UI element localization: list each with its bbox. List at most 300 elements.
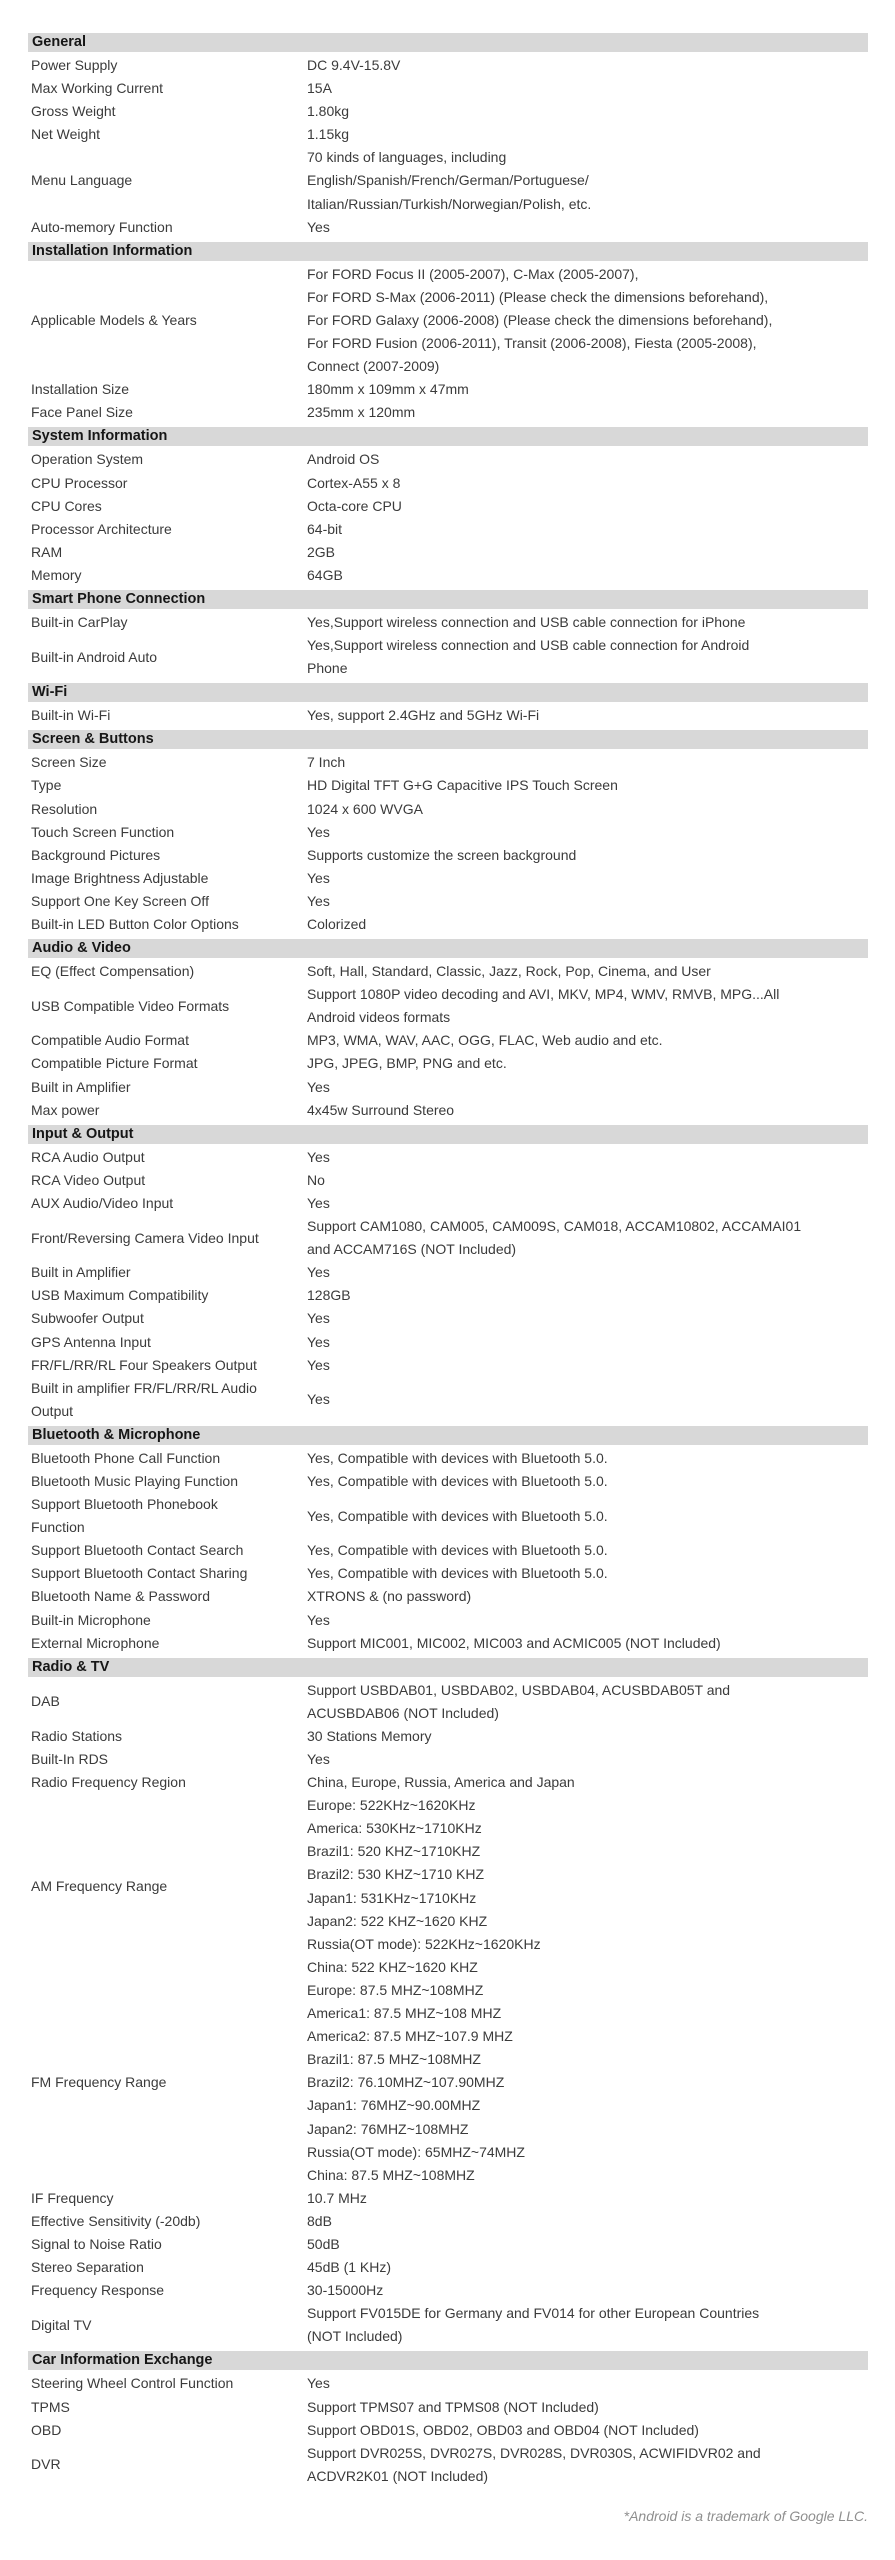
spec-label (28, 867, 307, 890)
spec-value (307, 518, 868, 541)
spec-label (28, 1331, 307, 1354)
spec-value (307, 1099, 868, 1122)
spec-row (28, 611, 868, 634)
spec-value-line: 7 Inch (307, 754, 346, 771)
spec-value-line: Yes (307, 1611, 330, 1628)
spec-value-line: Android videos formats (307, 1009, 451, 1026)
spec-label-line: Auto-memory Function (31, 218, 173, 235)
spec-label-line: Image Brightness Adjustable (31, 869, 209, 886)
spec-value-line: ACDVR2K01 (NOT Included) (307, 2467, 489, 2484)
spec-label (28, 401, 307, 424)
spec-label-line: EQ (Effect Compensation) (31, 963, 195, 980)
spec-row (28, 1307, 868, 1330)
spec-label-line: Built-in Android Auto (31, 648, 158, 665)
spec-value (307, 1146, 868, 1169)
spec-row (28, 1146, 868, 1169)
spec-label (28, 2372, 307, 2395)
spec-label (28, 378, 307, 401)
spec-label (28, 1748, 307, 1771)
spec-row (28, 1493, 868, 1539)
spec-value-line: JPG, JPEG, BMP, PNG and etc. (307, 1055, 507, 1072)
spec-value-line: 30 Stations Memory (307, 1727, 432, 1744)
spec-row (28, 1562, 868, 1585)
spec-value-line: Brazil1: 87.5 MHZ~108MHZ (307, 2051, 481, 2068)
android-trademark-note: *Android is a trademark of Google LLC. (623, 2508, 868, 2524)
spec-label (28, 1261, 307, 1284)
spec-value (307, 2419, 868, 2442)
spec-label-line: RCA Audio Output (31, 1148, 145, 1165)
spec-value-line: Support DVR025S, DVR027S, DVR028S, DVR030S, ACWIFIDVR02 and (307, 2444, 761, 2461)
spec-row (28, 1215, 868, 1261)
spec-section (28, 683, 868, 727)
spec-label-line: Support One Key Screen Off (31, 892, 209, 909)
spec-label-line: IF Frequency (31, 2189, 114, 2206)
spec-row (28, 844, 868, 867)
spec-section (28, 939, 868, 1122)
spec-row (28, 821, 868, 844)
spec-value-line: Support OBD01S, OBD02, OBD03 and OBD04 (NOT Included) (307, 2421, 699, 2438)
spec-value-line: Yes (307, 1391, 330, 1408)
spec-row (28, 2396, 868, 2419)
spec-label (28, 1562, 307, 1585)
spec-row (28, 1539, 868, 1562)
spec-row (28, 704, 868, 727)
spec-value (307, 1076, 868, 1099)
spec-value-line: For FORD S-Max (2006-2011) (Please check the dimensions beforehand), (307, 288, 769, 305)
spec-value (307, 798, 868, 821)
spec-label (28, 2279, 307, 2302)
spec-label-line: Type (31, 777, 62, 794)
spec-row (28, 2372, 868, 2395)
spec-row (28, 1052, 868, 1075)
spec-value-line: Connect (2007-2009) (307, 358, 440, 375)
spec-row (28, 751, 868, 774)
spec-value (307, 54, 868, 77)
spec-label-line: Built in amplifier FR/FL/RR/RL Audio (31, 1379, 257, 1396)
spec-row (28, 2187, 868, 2210)
spec-label (28, 564, 307, 587)
spec-label-line: Built-In RDS (31, 1751, 109, 1767)
spec-label (28, 1875, 307, 1898)
spec-label-line: GPS Antenna Input (31, 1333, 151, 1350)
spec-row (28, 2302, 868, 2348)
spec-value (307, 2372, 868, 2395)
spec-label-line: Bluetooth Music Playing Function (31, 1472, 238, 1489)
spec-row (28, 1585, 868, 1608)
spec-label (28, 2453, 307, 2476)
spec-value (307, 1029, 868, 1052)
spec-value (307, 448, 868, 471)
spec-row (28, 1794, 868, 1979)
section-header: Radio & TV (28, 1658, 868, 1677)
spec-label (28, 1585, 307, 1608)
spec-row (28, 1609, 868, 1632)
spec-row (28, 1284, 868, 1307)
spec-value (307, 1169, 868, 1192)
spec-value-line: HD Digital TFT G+G Capacitive IPS Touch Screen (307, 777, 618, 794)
spec-row (28, 2256, 868, 2279)
spec-row (28, 146, 868, 215)
spec-value (307, 378, 868, 401)
spec-value (307, 1307, 868, 1330)
spec-label (28, 1447, 307, 1470)
spec-row (28, 1470, 868, 1493)
spec-value-line: 30-15000Hz (307, 2282, 384, 2299)
spec-value-line: Support CAM1080, CAM005, CAM009S, CAM018, ACCAM10802, ACCAMAI01 (307, 1218, 802, 1235)
spec-value (307, 2279, 868, 2302)
spec-value-line: Yes,Support wireless connection and USB cable connection for iPhone (307, 613, 746, 630)
spec-label (28, 216, 307, 239)
spec-label (28, 1052, 307, 1075)
spec-value-line: Support USBDAB01, USBDAB02, USBDAB04, ACUSBDAB05T and (307, 1681, 731, 1698)
spec-value (307, 495, 868, 518)
spec-row (28, 263, 868, 378)
spec-value (307, 401, 868, 424)
spec-value-line: Android OS (307, 451, 380, 468)
spec-row (28, 378, 868, 401)
spec-value (307, 1284, 868, 1307)
spec-label (28, 1539, 307, 1562)
spec-value-line: Brazil1: 520 KHZ~1710KHZ (307, 1843, 481, 1860)
spec-label-line: Signal to Noise Ratio (31, 2235, 162, 2252)
spec-value (307, 541, 868, 564)
spec-value-line: Octa-core CPU (307, 497, 402, 514)
spec-value-line: Japan2: 522 KHZ~1620 KHZ (307, 1912, 488, 1929)
spec-value (307, 751, 868, 774)
spec-label (28, 1146, 307, 1169)
spec-label-line: Built-in Microphone (31, 1611, 151, 1628)
spec-value-line: 10.7 MHz (307, 2189, 367, 2206)
spec-label (28, 913, 307, 936)
section-header: Wi-Fi (28, 683, 868, 702)
spec-value-line: Soft, Hall, Standard, Classic, Jazz, Rock, Pop, Cinema, and User (307, 963, 711, 980)
spec-value-line: 4x45w Surround Stereo (307, 1101, 455, 1118)
spec-label-line: Screen Size (31, 754, 107, 771)
spec-value (307, 774, 868, 797)
spec-value (307, 1609, 868, 1632)
spec-label (28, 1493, 307, 1539)
spec-label-line: AUX Audio/Video Input (31, 1194, 174, 1211)
spec-section (28, 1125, 868, 1423)
spec-value (307, 1331, 868, 1354)
spec-label (28, 2396, 307, 2419)
spec-value (307, 2187, 868, 2210)
spec-value-line: 235mm x 120mm (307, 404, 416, 421)
spec-value-line: Phone (307, 660, 348, 677)
spec-value (307, 146, 868, 215)
spec-row (28, 1679, 868, 1725)
spec-value-line: America1: 87.5 MHZ~108 MHZ (307, 2005, 502, 2022)
spec-value (307, 2256, 868, 2279)
spec-value-line: 180mm x 109mm x 47mm (307, 381, 469, 398)
spec-value-line: Yes (307, 1310, 330, 1327)
spec-value (307, 564, 868, 587)
spec-label (28, 1076, 307, 1099)
spec-row (28, 1076, 868, 1099)
spec-label-line: Touch Screen Function (31, 823, 175, 840)
spec-value (307, 1562, 868, 1585)
spec-value (307, 1979, 868, 2187)
spec-label-line: Compatible Picture Format (31, 1055, 198, 1072)
spec-row (28, 2279, 868, 2302)
spec-value-line: Yes, support 2.4GHz and 5GHz Wi-Fi (307, 707, 540, 724)
spec-value-line: Japan2: 76MHZ~108MHZ (307, 2120, 469, 2137)
spec-value-line: Yes, Compatible with devices with Bluetooth 5.0. (307, 1507, 608, 1524)
spec-value (307, 216, 868, 239)
spec-row (28, 541, 868, 564)
spec-value-line: Russia(OT mode): 65MHZ~74MHZ (307, 2143, 525, 2160)
spec-value-line: For FORD Focus II (2005-2007), C-Max (2005-2007), (307, 265, 639, 282)
spec-section (28, 33, 868, 239)
spec-row (28, 2419, 868, 2442)
spec-label-line: Installation Size (31, 381, 130, 398)
spec-label-line: Operation System (31, 451, 144, 468)
spec-label-line: FM Frequency Range (31, 2074, 167, 2091)
spec-value (307, 2442, 868, 2488)
spec-label-line: Resolution (31, 800, 98, 817)
spec-label (28, 821, 307, 844)
spec-label-line: CPU Cores (31, 497, 102, 514)
section-header: Audio & Video (28, 939, 868, 958)
spec-value-line: Brazil2: 530 KHZ~1710 KHZ (307, 1866, 485, 1883)
spec-value-line: China, Europe, Russia, America and Japan (307, 1774, 575, 1791)
spec-label-line: Support Bluetooth Contact Sharing (31, 1565, 248, 1582)
spec-label-line: Built-in LED Button Color Options (31, 916, 239, 932)
spec-value-line: 45dB (1 KHz) (307, 2259, 392, 2276)
spec-label-line: Effective Sensitivity (-20db) (31, 2212, 201, 2229)
spec-label-line: Support Bluetooth Phonebook (31, 1496, 218, 1513)
spec-value (307, 704, 868, 727)
spec-row (28, 1029, 868, 1052)
spec-value (307, 2210, 868, 2233)
spec-value (307, 1725, 868, 1748)
spec-row (28, 123, 868, 146)
spec-value (307, 1771, 868, 1794)
spec-value (307, 1052, 868, 1075)
spec-value (307, 1388, 868, 1411)
spec-row (28, 634, 868, 680)
spec-value (307, 263, 868, 378)
spec-label (28, 495, 307, 518)
spec-row (28, 1169, 868, 1192)
spec-row (28, 100, 868, 123)
spec-label-line: DVR (31, 2456, 61, 2473)
spec-label (28, 2314, 307, 2337)
spec-value-line: 70 kinds of languages, including (307, 149, 507, 166)
spec-row (28, 983, 868, 1029)
spec-label-line: Stereo Separation (31, 2259, 144, 2276)
spec-label-line: Output (31, 1402, 74, 1419)
spec-value-line: Italian/Russian/Turkish/Norwegian/Polish, etc. (307, 195, 592, 212)
spec-value-line: MP3, WMA, WAV, AAC, OGG, FLAC, Web audio and etc. (307, 1032, 663, 1049)
spec-value (307, 960, 868, 983)
spec-label (28, 309, 307, 332)
spec-value-line: Russia(OT mode): 522KHz~1620KHz (307, 1935, 541, 1952)
spec-value-line: Colorized (307, 916, 367, 932)
spec-value (307, 821, 868, 844)
section-header: General (28, 33, 868, 52)
spec-label-line: Radio Frequency Region (31, 1774, 186, 1791)
spec-value-line: Japan1: 76MHZ~90.00MHZ (307, 2097, 481, 2114)
spec-label-line: Memory (31, 566, 82, 583)
spec-label (28, 1725, 307, 1748)
spec-value (307, 1447, 868, 1470)
spec-label-line: Compatible Audio Format (31, 1032, 189, 1049)
spec-row (28, 1354, 868, 1377)
spec-value-line: Support FV015DE for Germany and FV014 for other European Countries (307, 2305, 760, 2322)
spec-value-line: Yes,Support wireless connection and USB cable connection for Android (307, 637, 750, 654)
spec-row (28, 890, 868, 913)
spec-label (28, 472, 307, 495)
spec-section (28, 427, 868, 587)
spec-row (28, 1632, 868, 1655)
spec-label-line: Digital TV (31, 2316, 92, 2333)
spec-value-line: Brazil2: 76.10MHZ~107.90MHZ (307, 2074, 505, 2091)
spec-value-line: Europe: 522KHz~1620KHz (307, 1797, 476, 1814)
spec-value-line: Yes (307, 869, 330, 886)
section-header: System Information (28, 427, 868, 446)
spec-value-line: Support MIC001, MIC002, MIC003 and ACMIC005 (NOT Included) (307, 1634, 721, 1651)
spec-value (307, 100, 868, 123)
spec-value-line: Yes (307, 1333, 330, 1350)
spec-value-line: XTRONS & (no password) (307, 1588, 472, 1605)
section-header: Bluetooth & Microphone (28, 1426, 868, 1445)
spec-label (28, 798, 307, 821)
spec-label (28, 1609, 307, 1632)
spec-row (28, 401, 868, 424)
spec-label (28, 1470, 307, 1493)
spec-row (28, 2442, 868, 2488)
spec-row (28, 1099, 868, 1122)
spec-table (28, 33, 868, 2488)
spec-value (307, 890, 868, 913)
spec-value-line: Yes, Compatible with devices with Bluetooth 5.0. (307, 1472, 608, 1489)
spec-value (307, 634, 868, 680)
spec-label (28, 2256, 307, 2279)
spec-label (28, 77, 307, 100)
spec-label-line: RCA Video Output (31, 1171, 146, 1188)
spec-value (307, 1354, 868, 1377)
spec-label-line: Power Supply (31, 57, 118, 73)
spec-value-line: For FORD Galaxy (2006-2008) (Please check the dimensions beforehand), (307, 311, 773, 328)
spec-label (28, 2187, 307, 2210)
spec-label-line: Bluetooth Phone Call Function (31, 1449, 221, 1466)
spec-section (28, 1658, 868, 2349)
spec-label (28, 1029, 307, 1052)
spec-label-line: TPMS (31, 2398, 70, 2415)
spec-value-line: 8dB (307, 2212, 332, 2229)
spec-value-line: America: 530KHz~1710KHz (307, 1820, 482, 1837)
spec-row (28, 1447, 868, 1470)
spec-label-line: RAM (31, 543, 63, 560)
spec-row (28, 1192, 868, 1215)
spec-value (307, 1505, 868, 1528)
spec-row (28, 867, 868, 890)
spec-row (28, 1725, 868, 1748)
section-header: Installation Information (28, 242, 868, 261)
spec-value-line: and ACCAM716S (NOT Included) (307, 1241, 517, 1258)
spec-value-line: English/Spanish/French/German/Portuguese/ (307, 172, 589, 189)
spec-row (28, 564, 868, 587)
spec-section (28, 590, 868, 680)
spec-value-line: 64GB (307, 566, 343, 583)
spec-value-line: Cortex-A55 x 8 (307, 474, 401, 491)
spec-value (307, 1192, 868, 1215)
spec-label-line: Background Pictures (31, 846, 161, 863)
spec-row (28, 1748, 868, 1771)
spec-label (28, 1632, 307, 1655)
spec-value-line: (NOT Included) (307, 2328, 403, 2345)
spec-label-line: DAB (31, 1693, 60, 1710)
spec-row (28, 518, 868, 541)
spec-value-line: Japan1: 531KHz~1710KHz (307, 1889, 477, 1906)
spec-value-line: 1024 x 600 WVGA (307, 800, 423, 817)
spec-label (28, 448, 307, 471)
spec-label (28, 2071, 307, 2094)
spec-value (307, 2302, 868, 2348)
spec-label-line: OBD (31, 2421, 62, 2438)
spec-label (28, 890, 307, 913)
spec-section (28, 730, 868, 936)
spec-label (28, 1307, 307, 1330)
spec-value (307, 123, 868, 146)
spec-value-line: ACUSBDAB06 (NOT Included) (307, 1704, 499, 1721)
spec-value (307, 867, 868, 890)
spec-row (28, 913, 868, 936)
spec-label (28, 2210, 307, 2233)
spec-label-line: AM Frequency Range (31, 1878, 168, 1895)
spec-value-line: 1.80kg (307, 103, 350, 120)
spec-label-line: Front/Reversing Camera Video Input (31, 1229, 259, 1246)
spec-value-line: China: 522 KHZ~1620 KHZ (307, 1958, 478, 1975)
spec-value (307, 611, 868, 634)
spec-label (28, 1227, 307, 1250)
spec-value (307, 913, 868, 936)
spec-label (28, 1192, 307, 1215)
spec-label-line: Steering Wheel Control Function (31, 2375, 234, 2392)
spec-label-line: Built-in CarPlay (31, 613, 128, 630)
spec-value-line: No (307, 1171, 325, 1188)
spec-row (28, 1261, 868, 1284)
spec-label-line: USB Maximum Compatibility (31, 1287, 209, 1304)
spec-value-line: Yes (307, 2375, 330, 2392)
spec-value (307, 983, 868, 1029)
section-header: Screen & Buttons (28, 730, 868, 749)
spec-label (28, 646, 307, 669)
spec-value-line: 2GB (307, 543, 336, 560)
spec-row (28, 54, 868, 77)
spec-label (28, 1690, 307, 1713)
spec-value-line: DC 9.4V-15.8V (307, 57, 401, 73)
spec-value-line: Yes, Compatible with devices with Bluetooth 5.0. (307, 1542, 608, 1559)
spec-label (28, 751, 307, 774)
spec-value-line: China: 87.5 MHZ~108MHZ (307, 2166, 475, 2183)
spec-row (28, 495, 868, 518)
spec-value-line: Yes (307, 1078, 330, 1095)
spec-label-line: Built in Amplifier (31, 1078, 131, 1095)
spec-label-line: Applicable Models & Years (31, 311, 197, 328)
section-header: Car Information Exchange (28, 2351, 868, 2370)
spec-value-line: For FORD Fusion (2006-2011), Transit (2006-2008), Fiesta (2005-2008), (307, 335, 757, 352)
spec-value (307, 2396, 868, 2419)
spec-row (28, 472, 868, 495)
spec-label (28, 541, 307, 564)
spec-row (28, 77, 868, 100)
spec-value (307, 1679, 868, 1725)
spec-label (28, 100, 307, 123)
spec-label (28, 704, 307, 727)
spec-value-line: Supports customize the screen background (307, 846, 577, 863)
